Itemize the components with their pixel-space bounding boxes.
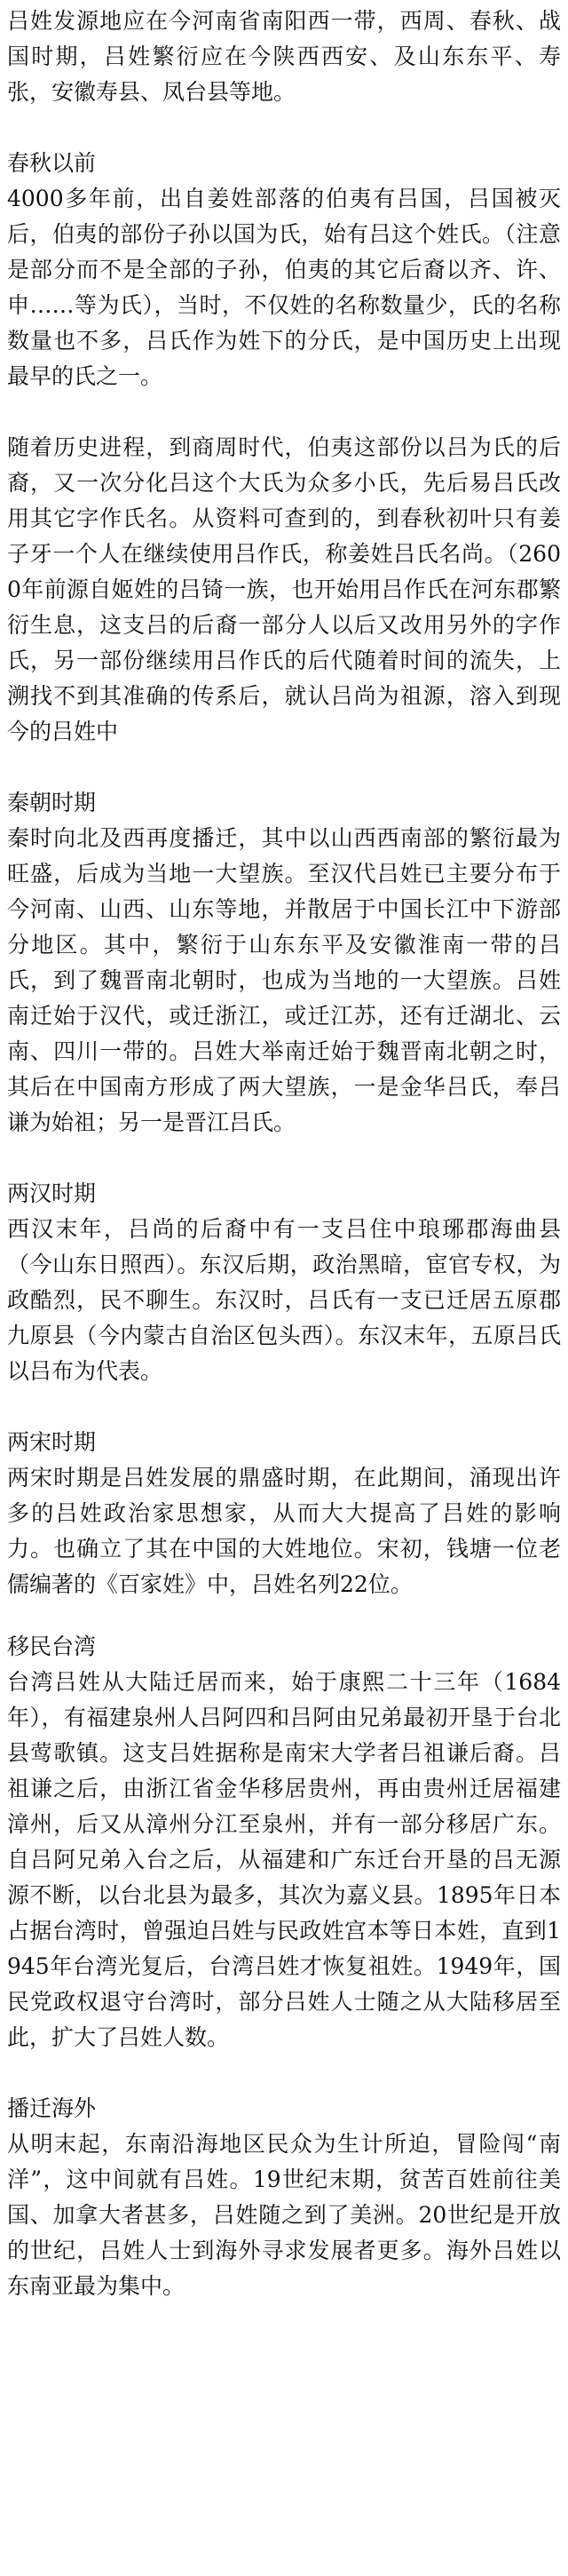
section-paragraph: 随着历史进程，到商周时代，伯夷这部份以吕为氏的后裔，又一次分化吕这个大氏为众多小氏，先后易吕氏改用其它字作氏名。从资料可查到的，到春秋初叶只有姜子牙一个人在继续使用吕作氏，称姜姓吕氏名尚。（2600年前源自姬姓的吕锜一族，也开始用吕作氏在河东郡繁衍生息，这支吕的后裔一部分人以后又改用另外的字作氏，另一部份继续用吕作氏的后代随着时间的流失，上溯找不到其准确的传系后，就认吕尚为祖源，溶入到现今的吕姓中 bbox=[7, 434, 561, 744]
section-gap bbox=[7, 110, 561, 146]
section-heading: 秦朝时期 bbox=[7, 790, 97, 815]
paragraph-gap bbox=[7, 394, 561, 430]
section-paragraph: 秦时向北及西再度播迁，其中以山西西南部的繁衍最为旺盛，后成为当地一大望族。至汉代吕姓已主要分布于今河南、山西、山东等地，并散居于中国长江中下游部分地区。其中，繁衍于山东东平及安徽淮南一带的吕氏，到了魏晋南北朝时，也成为当地的一大望族。吕姓南迁始于汉代，或迁浙江，或迁江苏，还有迁湖北、云南、四川一带的。吕姓大举南迁始于魏晋南北朝之时，其后在中国南方形成了两大望族，一是金华吕氏，奉吕谦为始祖；另一是晋江吕氏。 bbox=[7, 825, 561, 1135]
section-paragraph: 西汉末年，吕尚的后裔中有一支吕住中琅琊郡海曲县（今山东日照西）。东汉后期，政治黑暗，宦官专权，为政酷烈，民不聊生。东汉时，吕氏有一支已迁居五原郡九原县（今内蒙古自治区包头西）。东汉末年，五原吕氏以吕布为代表。 bbox=[7, 1216, 561, 1384]
section-gap bbox=[7, 1389, 561, 1425]
section-heading: 移民台湾 bbox=[7, 1634, 97, 1659]
section-paragraph: 4000多年前，出自姜姓部落的伯夷有吕国，吕国被灭后，伯夷的部份子孙以国为氏，始有吕这个姓氏。（注意是部分而不是全部的子孙，伯夷的其它后裔以齐、许、申……等为氏），当时，不仅姓的名称数量少，氏的名称数量也不多，吕氏作为姓下的分氏，是中国历史上出现最早的氏之一。 bbox=[7, 186, 561, 389]
section-gap bbox=[7, 2055, 561, 2091]
section-gap bbox=[7, 1602, 561, 1629]
section-overseas bbox=[7, 2091, 561, 2304]
section-spring-autumn bbox=[7, 146, 561, 750]
section-han bbox=[7, 1176, 561, 1389]
section-heading: 春秋以前 bbox=[7, 150, 97, 176]
section-heading: 两汉时期 bbox=[7, 1181, 97, 1206]
intro-paragraph: 吕姓发源地应在今河南省南阳西一带，西周、春秋、战国时期，吕姓繁衍应在今陕西西安、及山东东平、寿张，安徽寿县、凤台县等地。 bbox=[7, 8, 561, 105]
section-gap bbox=[7, 1141, 561, 1176]
section-qin bbox=[7, 785, 561, 1141]
section-heading: 两宋时期 bbox=[7, 1429, 97, 1455]
section-taiwan bbox=[7, 1629, 561, 2055]
section-gap bbox=[7, 750, 561, 785]
section-paragraph: 从明末起，东南沿海地区民众为生计所迫，冒险闯“南洋”，这中间就有吕姓。19世纪末期，贫苦百姓前往美国、加拿大者甚多，吕姓随之到了美洲。20世纪是开放的世纪，吕姓人士到海外寻求发展者更多。海外吕姓以东南亚最为集中。 bbox=[7, 2131, 561, 2299]
section-paragraph: 两宋时期是吕姓发展的鼎盛时期，在此期间，涌现出许多的吕姓政治家思想家，从而大大提高了吕姓的影响力。也确立了其在中国的大姓地位。宋初，钱塘一位老儒编著的《百家姓》中，吕姓名列22位。 bbox=[7, 1465, 561, 1597]
section-heading: 播迁海外 bbox=[7, 2095, 97, 2121]
section-song bbox=[7, 1425, 561, 1602]
section-paragraph: 台湾吕姓从大陆迁居而来，始于康熙二十三年（1684年），有福建泉州人吕阿四和吕阿由兄弟最初开垦于台北县莺歌镇。这支吕姓据称是南宋大学者吕祖谦后裔。吕祖谦之后，由浙江省金华移居贵州，再由贵州迁居福建漳州，后又从漳州分江至泉州，并有一部分移居广东。自吕阿兄弟入台之后，从福建和广东迁台开垦的吕无源源不断，以台北县为最多，其次为嘉义县。1895年日本占据台湾时，曾强迫吕姓与民政姓宫本等日本姓，直到1945年台湾光复后，台湾吕姓才恢复祖姓。1949年，国民党政权退守台湾时，部分吕姓人士随之从大陆移居至此，扩大了吕姓人数。 bbox=[7, 1669, 562, 2050]
